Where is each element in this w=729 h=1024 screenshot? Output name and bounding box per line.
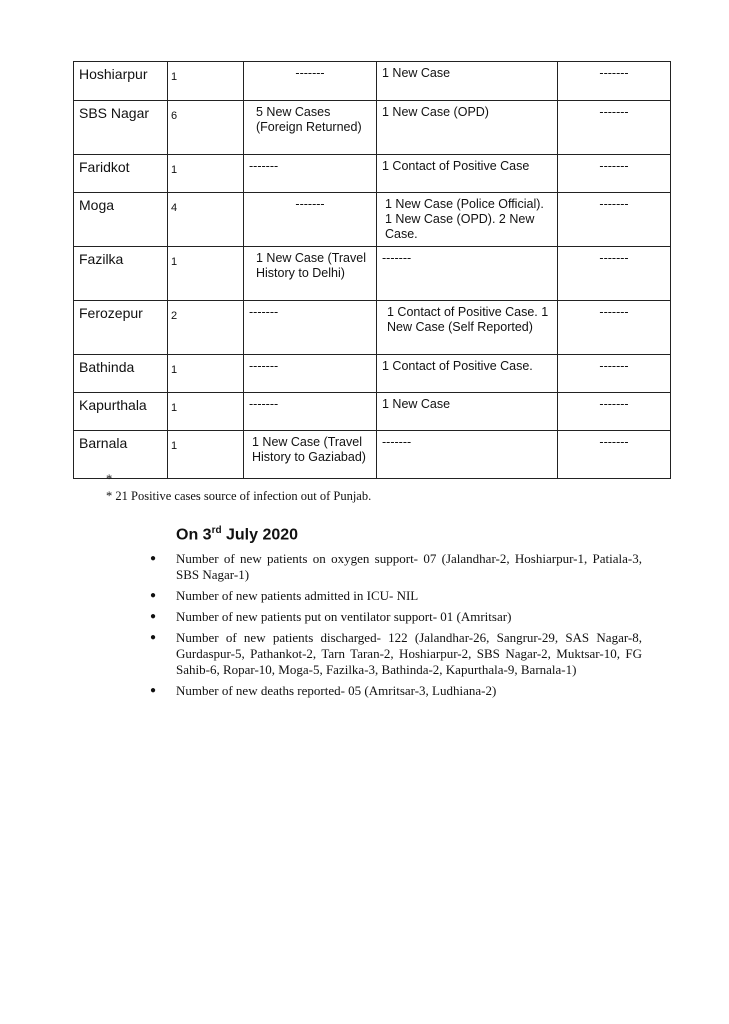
list-item-text: Number of new patients put on ventilator support- 01 (Amritsar) bbox=[176, 609, 512, 624]
heading-superscript: rd bbox=[211, 525, 222, 536]
heading-suffix: July 2020 bbox=[221, 526, 299, 544]
district-name-cell: SBS Nagar bbox=[74, 101, 168, 155]
travel-source-cell: ------- bbox=[244, 301, 377, 355]
case-count-cell: 2 bbox=[168, 301, 244, 355]
bullet-icon: ● bbox=[150, 611, 157, 622]
case-details-cell: 1 Contact of Positive Case. 1 New Case (Self Reported) bbox=[377, 301, 558, 355]
list-item bbox=[150, 609, 642, 625]
case-count-cell: 1 bbox=[168, 431, 244, 479]
district-cases-table bbox=[73, 61, 671, 479]
case-count-cell: 6 bbox=[168, 101, 244, 155]
case-count-cell: 1 bbox=[168, 355, 244, 393]
daily-stats-list bbox=[150, 551, 642, 704]
district-name-cell: Ferozepur bbox=[74, 301, 168, 355]
table-row bbox=[74, 393, 671, 431]
case-details-cell: 1 Contact of Positive Case bbox=[377, 155, 558, 193]
bullet-icon: ● bbox=[150, 590, 157, 601]
table-row bbox=[74, 301, 671, 355]
table-row bbox=[74, 101, 671, 155]
case-count-cell: 1 bbox=[168, 393, 244, 431]
other-source-cell: ------- bbox=[558, 301, 671, 355]
table-row bbox=[74, 247, 671, 301]
case-details-cell: 1 New Case bbox=[377, 393, 558, 431]
travel-source-cell: 1 New Case (Travel History to Gaziabad) bbox=[244, 431, 377, 479]
list-item bbox=[150, 683, 642, 699]
district-name-cell: Kapurthala bbox=[74, 393, 168, 431]
table-row bbox=[74, 431, 671, 479]
heading-prefix: On 3 bbox=[176, 526, 212, 544]
travel-source-cell: ------- bbox=[244, 193, 377, 247]
list-item-text: Number of new patients on oxygen support- 07 (Jalandhar-2, Hoshiarpur-1, Patiala-3, SBS Nagar-1) bbox=[176, 551, 642, 582]
table-row bbox=[74, 355, 671, 393]
district-name-cell: Moga bbox=[74, 193, 168, 247]
list-item bbox=[150, 588, 642, 604]
other-source-cell: ------- bbox=[558, 101, 671, 155]
travel-source-cell: 1 New Case (Travel History to Delhi) bbox=[244, 247, 377, 301]
district-name-cell: Bathinda bbox=[74, 355, 168, 393]
other-source-cell: ------- bbox=[558, 355, 671, 393]
case-count-cell: 1 bbox=[168, 155, 244, 193]
table-row bbox=[74, 155, 671, 193]
case-count-cell: 4 bbox=[168, 193, 244, 247]
other-source-cell: ------- bbox=[558, 62, 671, 101]
case-details-cell: ------- bbox=[377, 431, 558, 479]
list-item bbox=[150, 551, 642, 583]
footnote-marker: * bbox=[106, 472, 113, 486]
travel-source-cell: ------- bbox=[244, 393, 377, 431]
district-name-cell: Hoshiarpur bbox=[74, 62, 168, 101]
case-count-cell: 1 bbox=[168, 62, 244, 101]
case-details-cell: ------- bbox=[377, 247, 558, 301]
list-item-text: Number of new patients discharged- 122 (Jalandhar-26, Sangrur-29, SAS Nagar-8, Gurdaspur-5, Pathankot-2, Tarn Taran-2, Hoshiarpur-2, SBS Nagar-2, Muktsar-10, FG Sahib-6, Ropar-10, Moga-5, Fazilka-3, Bathinda-2, Kapurthala-9, Barnala-1) bbox=[176, 630, 642, 677]
other-source-cell: ------- bbox=[558, 193, 671, 247]
table-row bbox=[74, 193, 671, 247]
other-source-cell: ------- bbox=[558, 431, 671, 479]
bullet-icon: ● bbox=[150, 553, 157, 564]
district-name-cell: Fazilka bbox=[74, 247, 168, 301]
travel-source-cell: 5 New Cases (Foreign Returned) bbox=[244, 101, 377, 155]
table-row bbox=[74, 62, 671, 101]
other-source-cell: ------- bbox=[558, 393, 671, 431]
district-name-cell: Barnala bbox=[74, 431, 168, 479]
list-item-text: Number of new patients admitted in ICU- NIL bbox=[176, 588, 419, 603]
travel-source-cell: ------- bbox=[244, 62, 377, 101]
bullet-icon: ● bbox=[150, 632, 157, 643]
travel-source-cell: ------- bbox=[244, 355, 377, 393]
other-source-cell: ------- bbox=[558, 247, 671, 301]
footnote-text: * 21 Positive cases source of infection out of Punjab. bbox=[106, 489, 372, 503]
case-details-cell: 1 New Case bbox=[377, 62, 558, 101]
list-item bbox=[150, 630, 642, 678]
list-item-text: Number of new deaths reported- 05 (Amritsar-3, Ludhiana-2) bbox=[176, 683, 497, 698]
travel-source-cell: ------- bbox=[244, 155, 377, 193]
other-source-cell: ------- bbox=[558, 155, 671, 193]
district-name-cell: Faridkot bbox=[74, 155, 168, 193]
case-count-cell: 1 bbox=[168, 247, 244, 301]
section-heading bbox=[176, 525, 298, 544]
case-details-cell: 1 Contact of Positive Case. bbox=[377, 355, 558, 393]
case-details-cell: 1 New Case (OPD) bbox=[377, 101, 558, 155]
bullet-icon: ● bbox=[150, 685, 157, 696]
case-details-cell: 1 New Case (Police Official). 1 New Case (OPD). 2 New Case. bbox=[377, 193, 558, 247]
